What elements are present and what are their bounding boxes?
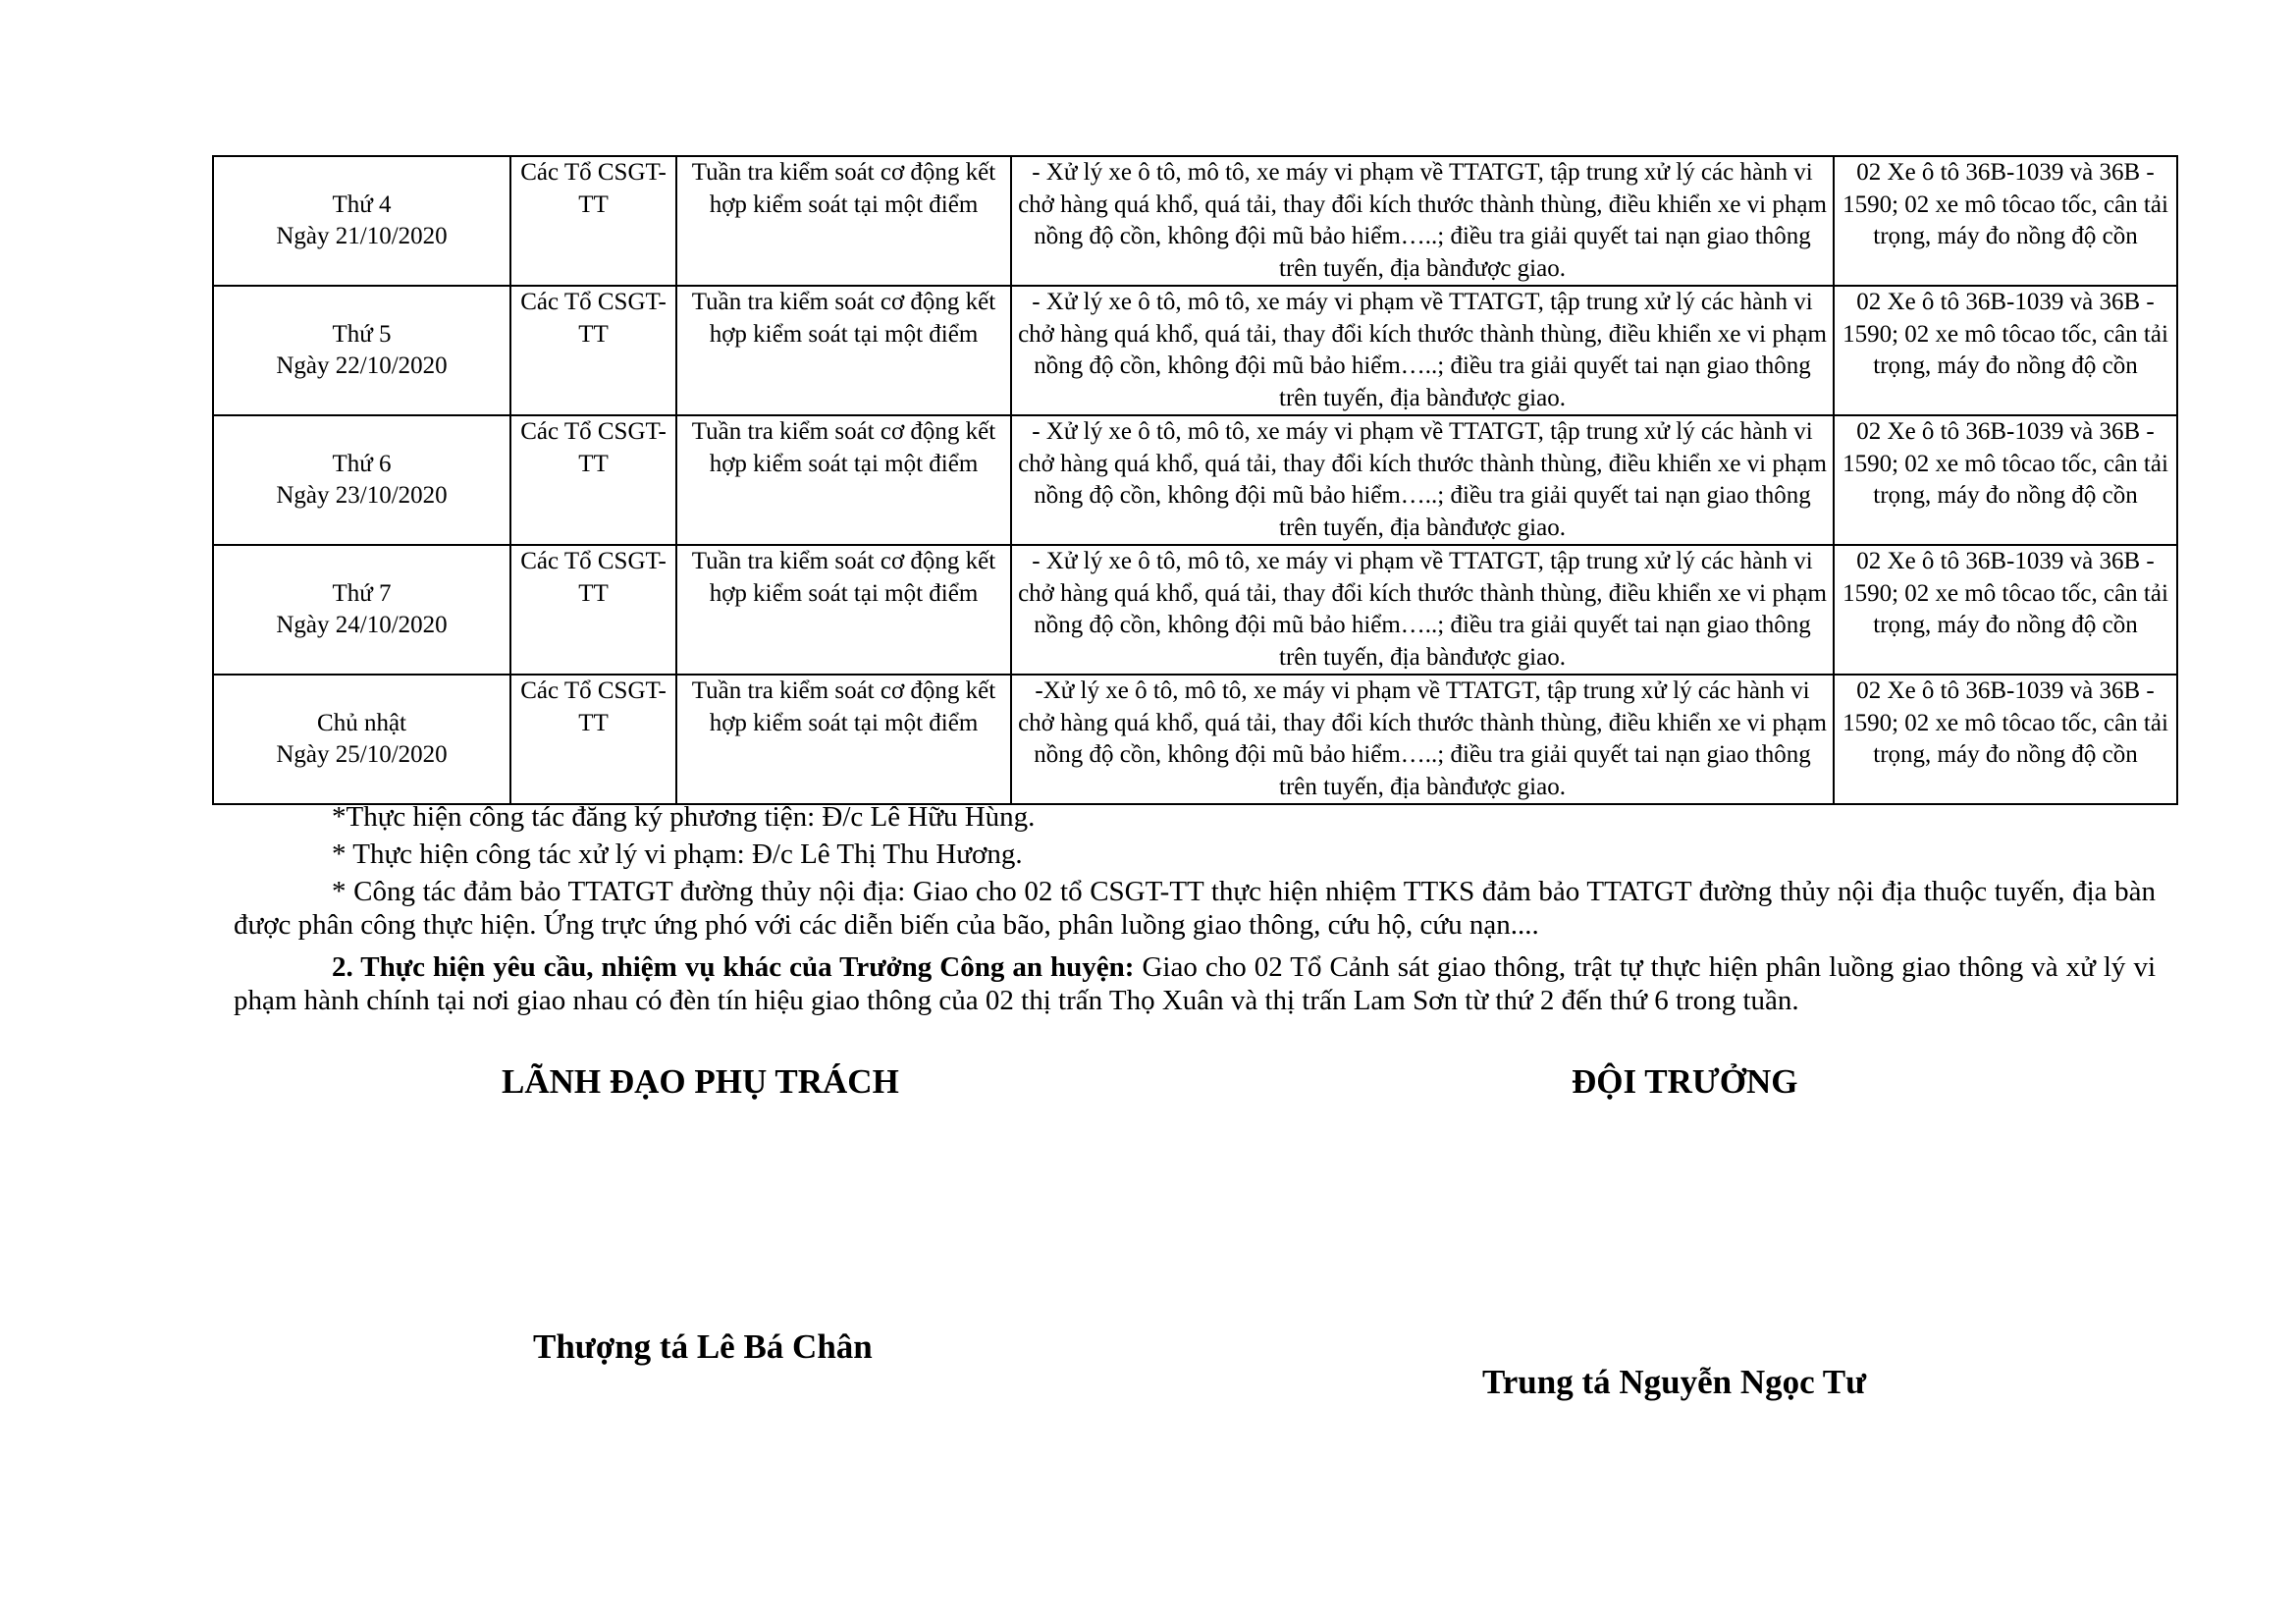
means-cell: 02 Xe ô tô 36B-1039 và 36B - 1590; 02 xe mô tôcao tốc, cân tải trọng, máy đo nồng độ cồn <box>1834 545 2177 675</box>
day-date: Ngày 24/10/2020 <box>276 612 448 638</box>
note-line <box>234 800 2156 838</box>
day-name: Thứ 6 <box>332 450 392 477</box>
note-line <box>234 838 2156 875</box>
day-date: Ngày 21/10/2020 <box>276 223 448 249</box>
note-waterway: * Công tác đảm bảo TTATGT đường thủy nội địa: Giao cho 02 tổ CSGT-TT thực hiện nhiệm TTKS đảm bảo TTATGT đường thủy nội địa thuộc tuyến, địa bàn được phân công thực hiện. Ứng trực ứng phó với các diễn biến của bão, phân luồng giao thông, cứu hộ, cứu nạn.... <box>234 876 2156 941</box>
section-2-heading: 2. Thực hiện yêu cầu, nhiệm vụ khác của Trưởng Công an huyện: <box>332 951 1135 983</box>
left-signer-name: Thượng tá Lê Bá Chân <box>533 1327 873 1366</box>
means-cell: 02 Xe ô tô 36B-1039 và 36B - 1590; 02 xe mô tôcao tốc, cân tải trọng, máy đo nồng độ cồn <box>1834 415 2177 545</box>
table-row <box>213 156 2177 286</box>
note-registration: *Thực hiện công tác đăng ký phương tiện: Đ/c Lê Hữu Hùng. <box>332 801 1036 833</box>
content-cell: -Xử lý xe ô tô, mô tô, xe máy vi phạm về TTATGT, tập trung xử lý các hành vi chở hàng quá khổ, quá tải, thay đổi kích thước thành thùng, điều khiển xe vi phạm nồng độ cồn, không đội mũ bảo hiểm…..; điều tra giải quyết tai nạn giao thông trên tuyến, địa bànđược giao. <box>1011 675 1834 804</box>
day-cell <box>213 675 510 804</box>
right-signer-name: Trung tá Nguyễn Ngọc Tư <box>1482 1363 1867 1401</box>
unit-cell: Các Tổ CSGT-TT <box>510 545 676 675</box>
day-name: Chủ nhật <box>317 709 406 736</box>
day-name: Thứ 4 <box>332 190 392 218</box>
table-row <box>213 415 2177 545</box>
day-cell <box>213 156 510 286</box>
assignment-notes <box>234 800 2156 942</box>
day-name: Thứ 7 <box>332 579 392 607</box>
day-date: Ngày 25/10/2020 <box>276 741 448 768</box>
day-name: Thứ 5 <box>332 320 392 348</box>
schedule-table <box>212 155 2178 805</box>
form-cell: Tuần tra kiểm soát cơ động kết hợp kiểm soát tại một điểm <box>676 675 1011 804</box>
day-date: Ngày 23/10/2020 <box>276 482 448 509</box>
content-cell: - Xử lý xe ô tô, mô tô, xe máy vi phạm về TTATGT, tập trung xử lý các hành vi chở hàng quá khổ, quá tải, thay đổi kích thước thành thùng, điều khiển xe vi phạm nồng độ cồn, không đội mũ bảo hiểm…..; điều tra giải quyết tai nạn giao thông trên tuyến, địa bànđược giao. <box>1011 156 1834 286</box>
form-cell: Tuần tra kiểm soát cơ động kết hợp kiểm soát tại một điểm <box>676 415 1011 545</box>
day-cell <box>213 415 510 545</box>
table-row <box>213 545 2177 675</box>
left-signature-title: LÃNH ĐẠO PHỤ TRÁCH <box>502 1062 899 1101</box>
table-row <box>213 675 2177 804</box>
means-cell: 02 Xe ô tô 36B-1039 và 36B - 1590; 02 xe mô tôcao tốc, cân tải trọng, máy đo nồng độ cồn <box>1834 156 2177 286</box>
day-cell <box>213 286 510 415</box>
day-date: Ngày 22/10/2020 <box>276 352 448 379</box>
note-line <box>234 875 2156 942</box>
unit-cell: Các Tổ CSGT-TT <box>510 156 676 286</box>
content-cell: - Xử lý xe ô tô, mô tô, xe máy vi phạm về TTATGT, tập trung xử lý các hành vi chở hàng quá khổ, quá tải, thay đổi kích thước thành thùng, điều khiển xe vi phạm nồng độ cồn, không đội mũ bảo hiểm…..; điều tra giải quyết tai nạn giao thông trên tuyến, địa bànđược giao. <box>1011 545 1834 675</box>
form-cell: Tuần tra kiểm soát cơ động kết hợp kiểm soát tại một điểm <box>676 156 1011 286</box>
day-cell <box>213 545 510 675</box>
unit-cell: Các Tổ CSGT-TT <box>510 286 676 415</box>
table-row <box>213 286 2177 415</box>
section-2-paragraph <box>234 950 2156 1017</box>
section-2-body: Giao cho 02 Tổ Cảnh sát giao thông, trật tự thực hiện phân luồng giao thông và xử lý vi phạm hành chính tại nơi giao nhau có đèn tín hiệu giao thông của 02 thị trấn Thọ Xuân và thị trấn Lam Sơn từ thứ 2 đến thứ 6 trong tuần. <box>234 951 2156 1016</box>
means-cell: 02 Xe ô tô 36B-1039 và 36B - 1590; 02 xe mô tôcao tốc, cân tải trọng, máy đo nồng độ cồn <box>1834 286 2177 415</box>
right-signature-title: ĐỘI TRƯỞNG <box>1572 1062 1798 1101</box>
form-cell: Tuần tra kiểm soát cơ động kết hợp kiểm soát tại một điểm <box>676 286 1011 415</box>
note-violations: * Thực hiện công tác xử lý vi phạm: Đ/c Lê Thị Thu Hương. <box>332 839 1023 870</box>
means-cell: 02 Xe ô tô 36B-1039 và 36B - 1590; 02 xe mô tôcao tốc, cân tải trọng, máy đo nồng độ cồn <box>1834 675 2177 804</box>
content-cell: - Xử lý xe ô tô, mô tô, xe máy vi phạm về TTATGT, tập trung xử lý các hành vi chở hàng quá khổ, quá tải, thay đổi kích thước thành thùng, điều khiển xe vi phạm nồng độ cồn, không đội mũ bảo hiểm…..; điều tra giải quyết tai nạn giao thông trên tuyến, địa bànđược giao. <box>1011 286 1834 415</box>
unit-cell: Các Tổ CSGT-TT <box>510 415 676 545</box>
form-cell: Tuần tra kiểm soát cơ động kết hợp kiểm soát tại một điểm <box>676 545 1011 675</box>
content-cell: - Xử lý xe ô tô, mô tô, xe máy vi phạm về TTATGT, tập trung xử lý các hành vi chở hàng quá khổ, quá tải, thay đổi kích thước thành thùng, điều khiển xe vi phạm nồng độ cồn, không đội mũ bảo hiểm…..; điều tra giải quyết tai nạn giao thông trên tuyến, địa bànđược giao. <box>1011 415 1834 545</box>
unit-cell: Các Tổ CSGT-TT <box>510 675 676 804</box>
